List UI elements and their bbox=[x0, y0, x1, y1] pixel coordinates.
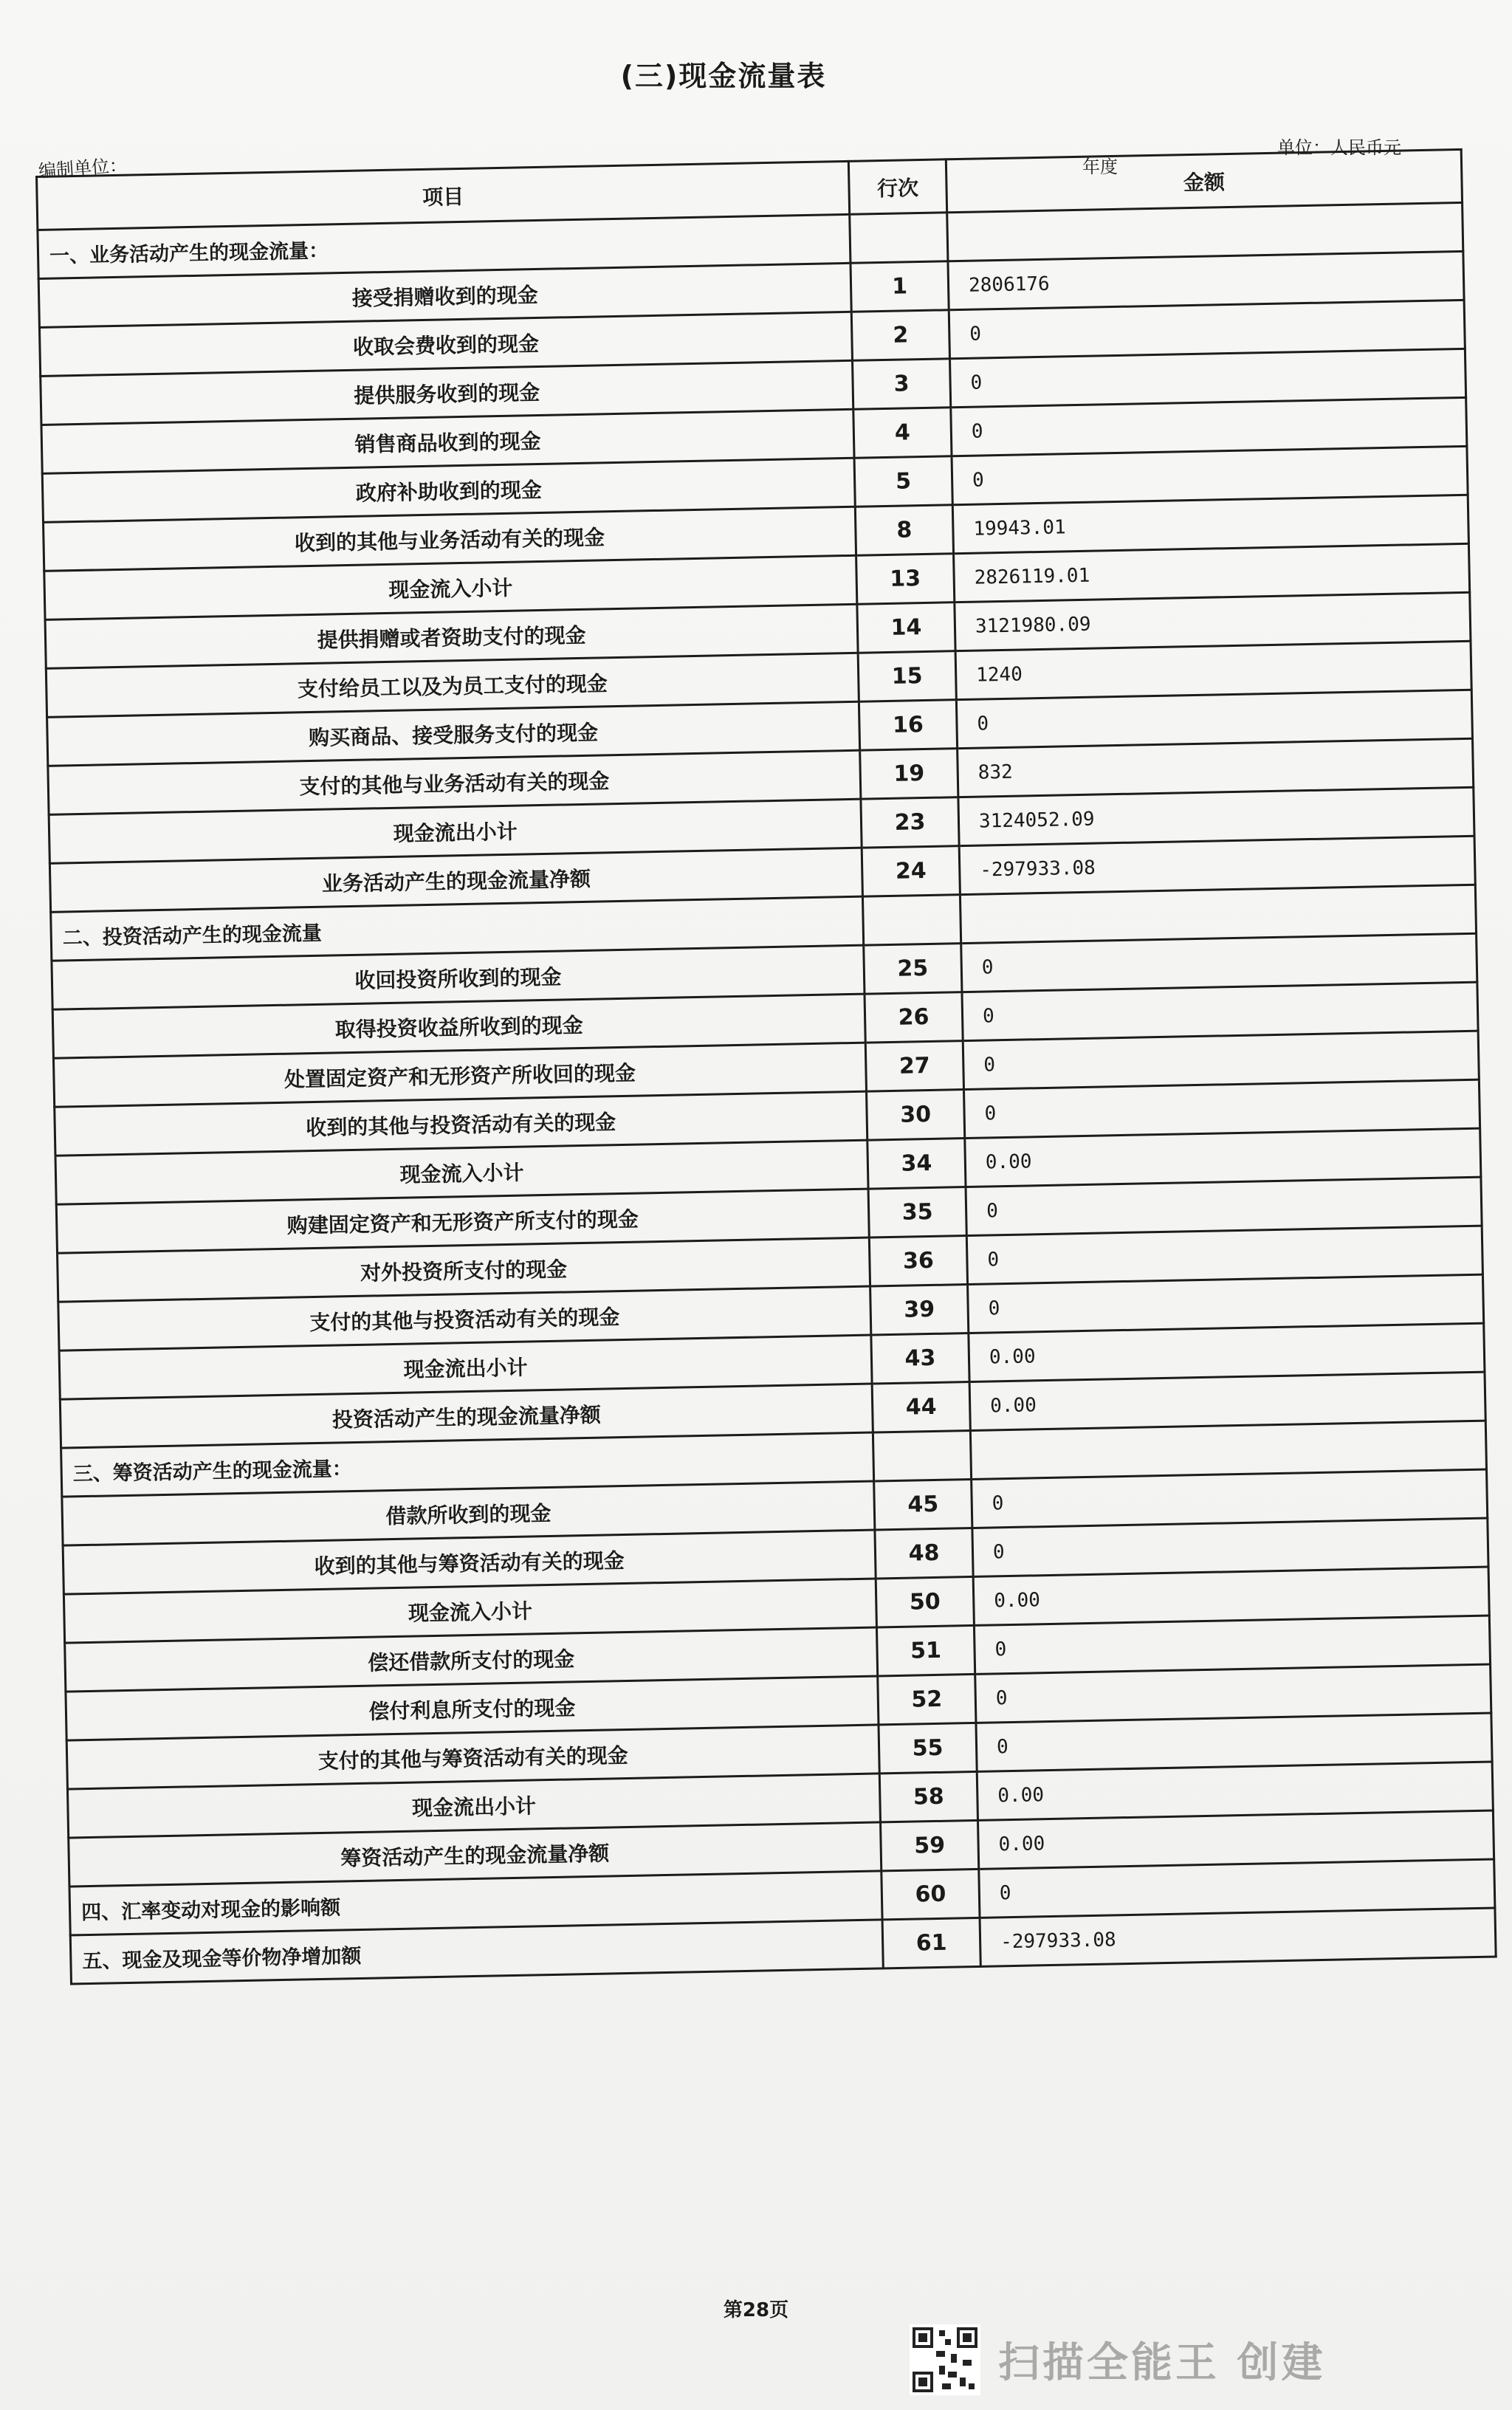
row-amount: 0.00 bbox=[965, 1128, 1481, 1187]
row-amount: 3124052.09 bbox=[958, 787, 1474, 845]
section-heading: 五、现金及现金等价物净增加额 bbox=[70, 1920, 883, 1984]
row-line-number: 16 bbox=[859, 700, 957, 751]
row-line-number: 51 bbox=[876, 1625, 975, 1676]
row-amount: -297933.08 bbox=[959, 836, 1475, 894]
row-amount: 0 bbox=[949, 300, 1465, 358]
row-amount: 1240 bbox=[955, 641, 1471, 699]
row-amount: 0.00 bbox=[977, 1810, 1494, 1869]
page-number: 第28页 bbox=[723, 2299, 789, 2321]
row-item-label: 支付给员工以及为员工支付的现金 bbox=[46, 653, 859, 717]
row-line-number: 14 bbox=[857, 602, 955, 653]
row-amount: 0 bbox=[956, 690, 1472, 748]
row-amount: 0.00 bbox=[977, 1762, 1493, 1820]
row-amount: 2826119.01 bbox=[954, 543, 1470, 602]
row-amount: 0 bbox=[951, 397, 1467, 456]
row-amount: 19943.01 bbox=[952, 495, 1468, 553]
row-amount: 0.00 bbox=[969, 1372, 1485, 1430]
row-line-number: 35 bbox=[868, 1187, 966, 1238]
watermark-text: 扫描全能王 创建 bbox=[998, 2339, 1326, 2387]
section-heading: 四、汇率变动对现金的影响额 bbox=[69, 1871, 882, 1935]
row-item-label: 对外投资所支付的现金 bbox=[58, 1237, 870, 1302]
row-amount: 0 bbox=[968, 1274, 1484, 1333]
row-item-label: 收回投资所收到的现金 bbox=[52, 945, 865, 1009]
row-amount: 832 bbox=[958, 738, 1474, 797]
row-item-label: 处置固定资产和无形资产所收回的现金 bbox=[53, 1043, 866, 1107]
row-item-label: 偿付利息所支付的现金 bbox=[66, 1676, 879, 1740]
row-line-number: 36 bbox=[869, 1236, 967, 1287]
row-line-number: 50 bbox=[876, 1576, 974, 1627]
row-item-label: 借款所收到的现金 bbox=[62, 1481, 875, 1545]
row-line-number: 60 bbox=[882, 1869, 980, 1920]
row-item-label: 筹资活动产生的现金流量净额 bbox=[69, 1822, 882, 1887]
row-amount: 0 bbox=[963, 1079, 1480, 1138]
row-item-label: 收到的其他与投资活动有关的现金 bbox=[55, 1091, 867, 1156]
row-line-number bbox=[873, 1431, 971, 1482]
year-label: 年度 bbox=[1082, 157, 1118, 177]
row-amount: 0.00 bbox=[969, 1323, 1485, 1381]
row-item-label: 现金流入小计 bbox=[55, 1140, 868, 1204]
row-amount: 0 bbox=[974, 1616, 1490, 1674]
row-amount: 0 bbox=[962, 982, 1478, 1040]
row-line-number bbox=[850, 213, 948, 264]
row-line-number: 4 bbox=[853, 408, 952, 459]
currency-unit-label: 单位：人民币元 bbox=[1277, 137, 1401, 158]
row-item-label: 现金流入小计 bbox=[44, 555, 857, 619]
row-amount: 0 bbox=[975, 1664, 1491, 1723]
row-item-label: 偿还借款所支付的现金 bbox=[65, 1627, 878, 1692]
row-amount: 0 bbox=[972, 1469, 1488, 1528]
row-line-number: 3 bbox=[853, 359, 951, 410]
row-line-number: 27 bbox=[865, 1041, 963, 1092]
row-line-number: 61 bbox=[882, 1918, 980, 1968]
row-item-label: 提供捐赠或者资助支付的现金 bbox=[45, 604, 858, 668]
row-amount: 3121980.09 bbox=[955, 592, 1471, 650]
row-amount: 0 bbox=[972, 1518, 1488, 1576]
row-amount: 2806176 bbox=[948, 251, 1464, 309]
row-line-number: 25 bbox=[864, 944, 962, 995]
row-line-number: 48 bbox=[875, 1528, 973, 1579]
row-amount: 0 bbox=[976, 1713, 1492, 1771]
row-item-label: 支付的其他与投资活动有关的现金 bbox=[58, 1286, 871, 1350]
row-line-number: 1 bbox=[850, 261, 949, 312]
qr-code-icon bbox=[910, 2324, 980, 2395]
row-item-label: 支付的其他与筹资活动有关的现金 bbox=[66, 1725, 879, 1789]
cash-flow-table-wrapper bbox=[35, 148, 1495, 1985]
row-line-number: 8 bbox=[855, 505, 953, 556]
row-item-label: 提供服务收到的现金 bbox=[41, 360, 853, 425]
row-line-number: 24 bbox=[862, 846, 960, 897]
row-item-label: 现金流出小计 bbox=[67, 1774, 880, 1838]
row-item-label: 购买商品、接受服务支付的现金 bbox=[47, 701, 860, 766]
row-item-label: 销售商品收到的现金 bbox=[41, 409, 854, 473]
header-line: 行次 bbox=[848, 159, 946, 215]
row-line-number: 19 bbox=[860, 749, 958, 800]
row-line-number: 15 bbox=[858, 651, 956, 702]
row-line-number: 52 bbox=[878, 1674, 976, 1725]
row-amount: 0 bbox=[963, 1031, 1479, 1089]
row-item-label: 现金流出小计 bbox=[59, 1335, 872, 1399]
row-item-label: 取得投资收益所收到的现金 bbox=[52, 994, 865, 1058]
row-item-label: 收到的其他与业务活动有关的现金 bbox=[44, 507, 856, 571]
row-line-number: 13 bbox=[856, 554, 955, 605]
compiling-unit-label: 编制单位： bbox=[38, 154, 128, 182]
row-line-number: 23 bbox=[861, 797, 959, 848]
row-amount: 0 bbox=[961, 933, 1477, 992]
row-line-number: 2 bbox=[851, 310, 949, 361]
row-amount: 0 bbox=[979, 1859, 1495, 1918]
row-amount: 0 bbox=[966, 1177, 1482, 1235]
row-line-number: 34 bbox=[867, 1139, 966, 1189]
row-item-label: 业务活动产生的现金流量净额 bbox=[49, 848, 862, 912]
row-line-number: 45 bbox=[874, 1479, 972, 1530]
cash-flow-table bbox=[35, 148, 1497, 1985]
row-line-number: 30 bbox=[867, 1090, 965, 1141]
scanner-watermark bbox=[910, 2324, 1326, 2395]
row-item-label: 支付的其他与业务活动有关的现金 bbox=[48, 750, 861, 814]
row-line-number: 55 bbox=[879, 1723, 977, 1774]
row-item-label: 现金流出小计 bbox=[49, 799, 862, 863]
row-item-label: 现金流入小计 bbox=[63, 1579, 876, 1643]
row-line-number: 58 bbox=[879, 1771, 977, 1822]
row-item-label: 接受捐赠收到的现金 bbox=[38, 263, 851, 327]
section-heading: 二、投资活动产生的现金流量 bbox=[51, 896, 864, 961]
row-line-number: 59 bbox=[881, 1820, 979, 1871]
row-line-number: 44 bbox=[872, 1382, 970, 1433]
document-title: (三)现金流量表 bbox=[620, 60, 827, 92]
row-item-label: 政府补助收到的现金 bbox=[42, 458, 855, 522]
section-heading: 一、业务活动产生的现金流量： bbox=[38, 214, 850, 278]
row-line-number: 5 bbox=[854, 456, 952, 507]
header-item: 项目 bbox=[37, 161, 850, 230]
row-amount: 0 bbox=[966, 1226, 1482, 1284]
row-amount: 0.00 bbox=[973, 1567, 1489, 1625]
row-line-number: 26 bbox=[865, 992, 963, 1043]
row-amount: 0 bbox=[952, 446, 1468, 504]
row-item-label: 收取会费收到的现金 bbox=[39, 312, 852, 376]
row-line-number: 43 bbox=[871, 1333, 969, 1384]
row-item-label: 购建固定资产和无形资产所支付的现金 bbox=[56, 1189, 869, 1253]
row-item-label: 收到的其他与筹资活动有关的现金 bbox=[63, 1530, 876, 1594]
header-amount: 金额 bbox=[946, 149, 1462, 212]
row-amount: -297933.08 bbox=[980, 1908, 1496, 1966]
row-amount: 0 bbox=[949, 349, 1465, 407]
row-item-label: 投资活动产生的现金流量净额 bbox=[60, 1384, 873, 1448]
row-line-number bbox=[862, 895, 961, 946]
section-heading: 三、筹资活动产生的现金流量： bbox=[61, 1432, 874, 1497]
row-line-number: 39 bbox=[870, 1285, 969, 1336]
table-body bbox=[38, 202, 1496, 1984]
